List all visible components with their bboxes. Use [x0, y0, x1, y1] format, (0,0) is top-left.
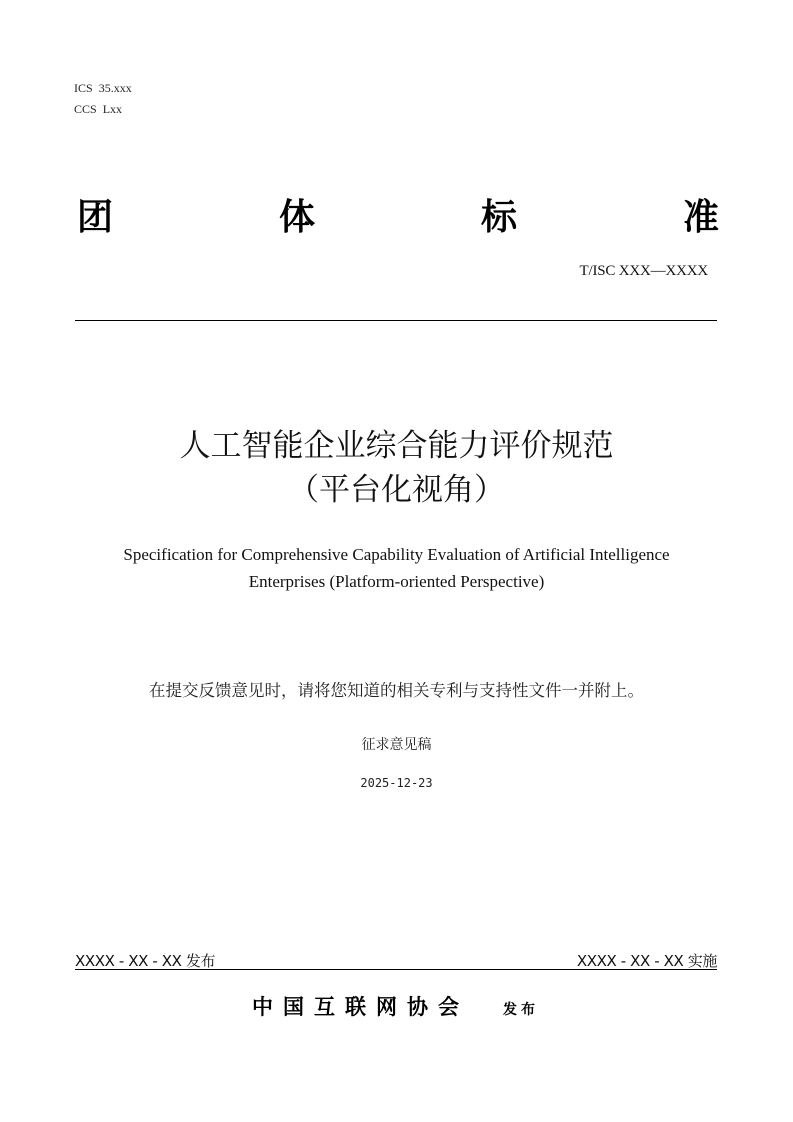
bottom-divider	[75, 969, 717, 970]
title-english-line2: Enterprises (Platform-oriented Perspective)	[248, 572, 545, 591]
patent-notice: 在提交反馈意见时，请将您知道的相关专利与支持性文件一并附上。	[149, 681, 644, 700]
title-english	[0, 541, 793, 595]
implement-date: XXXX - XX - XX 实施	[576, 952, 717, 970]
standard-number: T/ISC XXX—XXXX	[579, 263, 708, 279]
publisher-organization: 中国互联网协会	[252, 995, 469, 1019]
title-chinese-line1: 人工智能企业综合能力评价规范	[179, 428, 614, 464]
title-chinese-line2: （平台化视角）	[288, 472, 505, 508]
standard-type-char: 标	[480, 196, 517, 238]
standard-type-heading	[77, 196, 719, 238]
publisher-issued-label: 发布	[503, 1002, 539, 1018]
standard-type-char: 团	[77, 196, 114, 238]
draft-date: 2025-12-23	[360, 776, 433, 790]
dates-row	[75, 949, 717, 971]
title-chinese	[0, 424, 793, 512]
ccs-code	[74, 99, 132, 120]
ics-code	[74, 78, 132, 99]
standard-type-char: 体	[278, 196, 315, 238]
top-divider	[75, 320, 717, 321]
title-english-line1: Specification for Comprehensive Capability Evaluation of Artificial Intelligence	[123, 545, 670, 564]
ics-value: 35.xxx	[98, 81, 132, 95]
publish-date: XXXX - XX - XX 发布	[75, 952, 216, 970]
ics-label: ICS	[74, 81, 93, 95]
standard-type-char: 准	[682, 196, 719, 238]
publisher	[252, 993, 539, 1024]
ccs-label: CCS	[74, 102, 97, 116]
ccs-value: Lxx	[102, 102, 123, 116]
classification-codes	[74, 78, 132, 120]
draft-status-label: 征求意见稿	[361, 737, 432, 753]
